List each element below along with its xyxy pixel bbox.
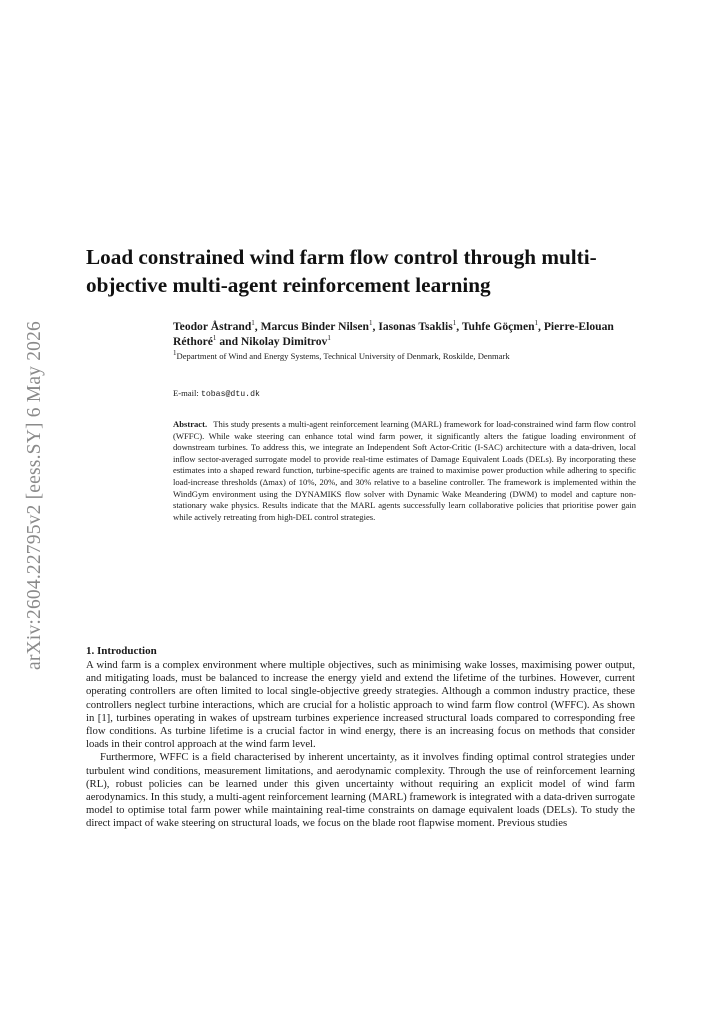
paper-title: Load constrained wind farm flow control through multi-objective multi-agent reinforcement learning [86,245,597,297]
email-address: tobas@dtu.dk [200,390,260,399]
paragraph: Furthermore, WFFC is a field characterised by inherent uncertainty, as it involves finding optimal control strategies under turbulent wind conditions, measurement limitations, and aerodynamic complexity. Through the use of reinforcement learning (RL), robust policies can be learned under this given uncertainty without requiring an explicit model of wind farm aerodynamics. In this study, a multi-agent reinforcement learning (MARL) framework is integrated with a data-driven surrogate model to optimise total farm power while maintaining real-time constraints on damage equivalent loads (DELs). To study the direct impact of wake steering on structural loads, we focus on the blade root flapwise moment. Previous studies [86,751,635,830]
abstract [173,419,636,523]
author: Iasonas Tsaklis$^1$, [378,319,462,333]
abstract-text: This study presents a multi-agent reinforcement learning (MARL) framework for load-constrained wind farm flow control (WFFC). While wake steering can enhance total wind farm power, it significantly alters the fatigue loading environment of downstream turbines. To address this, we integrate an Independent Soft Actor-Critic (I-SAC) architecture with a data-driven, local inflow sector-averaged surrogate model to provide real-time estimates of Damage Equivalent Loads (DELs). By incorporating these estimates into a shaped reward function, turbine-specific agents are trained to maximise power production while adhering to specific load-increase thresholds (Δmax) of 10%, 20%, and 30% relative to a baseline controller. The framework is implemented within the WindGym environment using the DYNAMIKS flow solver with Dynamic Wake Meandering (DWM) to model and capture non-stationary wake physics. Results indicate that the MARL agents successfully learn collaborative policies that prioritise power gain while actively retreating from high-DEL control strategies. [173,419,636,522]
paragraph: A wind farm is a complex environment where multiple objectives, such as minimising wake losses, maximising power output, and mitigating loads, must be balanced to increase the energy yield and extend the lifetime of the turbines. However, current operating controllers are often limited to local single-objective greedy strategies. Although a common industry practice, these controllers neglect turbine interactions, which are crucial for a holistic approach to wind farm flow control (WFFC). As shown in [1], turbines operating in wakes of upstream turbines experience increased structural loads compared to corresponding free flow conditions. As turbine lifetime is a crucial factor in wind energy, there is an increasing focus on methods that consider loads in their control approach at the wind farm level. [86,659,635,751]
affiliation-text: Department of Wind and Energy Systems, Technical University of Denmark, Roskilde, Denmark [176,351,510,361]
author: Pierre-Elouan Réthoré$^1$ and [173,320,614,348]
author: Tuhfe Göçmen$^1$, [461,319,544,333]
author: Teodor Åstrand$^1$, [173,319,261,333]
introduction-body [86,659,635,831]
abstract-label: Abstract. [173,419,208,429]
affiliation [173,351,643,363]
arxiv-identifier: arXiv:2604.22795v2 [eess.SY] 6 May 2026 [24,320,45,670]
email-label: E-mail: [173,388,199,398]
author-list [173,320,643,349]
section-heading-introduction: 1. Introduction [86,645,157,657]
author: Marcus Binder Nilsen$^1$, [260,319,379,333]
author: Nikolay Dimitrov$^1$ [240,333,331,348]
contact-email [173,388,643,399]
affiliation-mark: 1 [173,349,177,358]
